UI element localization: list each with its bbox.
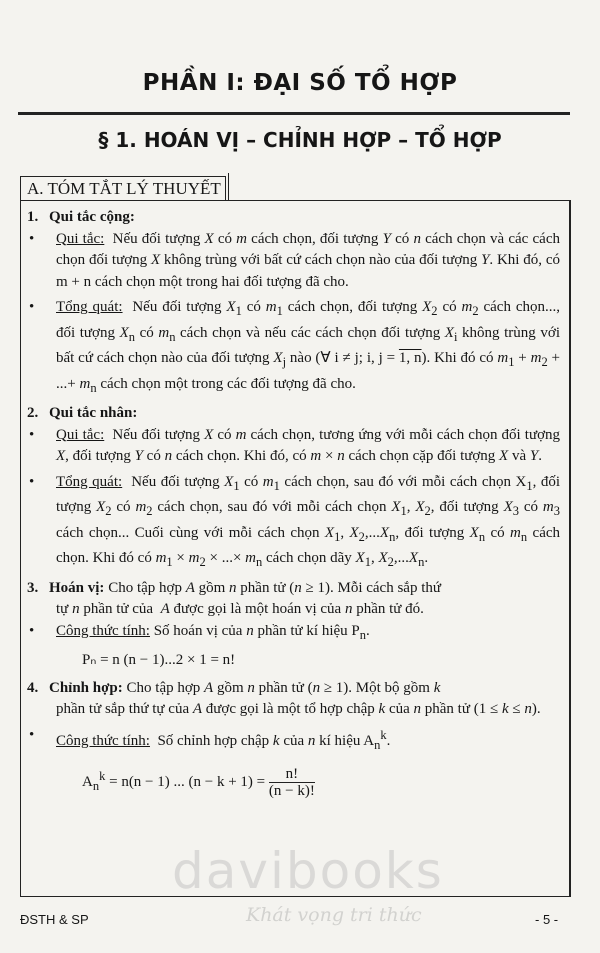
item-heading-perm: 3. Hoán vị: Cho tập hợp A gồm n phần tử (n ≥ 1). Mỗi cách sắp thứ bbox=[27, 579, 441, 596]
watermark-slogan: Khát vọng tri thức bbox=[246, 904, 422, 926]
perm-definition: tự n phần tử của A được gọi là một hoán vị của n phần tử đó. bbox=[56, 601, 424, 617]
arr-definition: phần tử sắp thứ tự của A được gọi là một tổ hợp chập k của n phần tử (1 ≤ k ≤ n). bbox=[56, 701, 541, 717]
section-title: § 1. HOÁN VỊ – CHỈNH HỢP – TỔ HỢP bbox=[98, 128, 502, 152]
item-heading-add: 1. Qui tắc cộng: bbox=[27, 209, 135, 225]
arr-formula-label: • Công thức tính: Số chỉnh hợp chập k của n kí hiệu $A_n^k$. bbox=[29, 726, 391, 752]
arr-formula: $A_n^k = n(n - 1)$ ... (n − k + 1) = $\frac{n!}{(n - k)!}$ bbox=[82, 766, 315, 800]
mul-rule: • Qui tắc: Nếu đối tượng X có m cách chọn, tương ứng với mỗi cách chọn đối tượng X, đối tượng Y có n cách chọn. Khi đó, có m × n cách chọn cặp đối tượng X và Y. bbox=[29, 426, 561, 464]
add-rule: • Qui tắc: Nếu đối tượng X có m cách chọn, đối tượng Y có n cách chọn và các cách chọn đối tượng X không trùng với bất cứ cách chọn nào của đối tượng Y. Khi đó, có m + n cách chọn một trong hai đối tượng đã cho. bbox=[29, 230, 560, 290]
title-rule bbox=[18, 112, 570, 115]
item-heading-arr: 4. Chỉnh hợp: Cho tập hợp A gồm n phần tử (n ≥ 1). Một bộ gồm k bbox=[27, 679, 441, 696]
theory-content bbox=[22, 207, 560, 805]
footer-source: ĐSTH & SP bbox=[20, 912, 89, 927]
perm-formula-label: • Công thức tính: Số hoán vị của n phần tử kí hiệu $P_n$. bbox=[29, 622, 370, 642]
part-title: PHẦN I: ĐẠI SỐ TỔ HỢP bbox=[142, 70, 458, 96]
item-heading-mul: 2. Qui tắc nhân: bbox=[27, 405, 138, 421]
arr-fraction: $\frac{n!}{(n - k)!}$ bbox=[268, 766, 315, 800]
page-number: - 5 - bbox=[535, 912, 559, 927]
summary-heading: A. TÓM TẮT LÝ THUYẾT bbox=[20, 176, 226, 201]
add-general: • Tổng quát: Nếu đối tượng $X_1$ có $m_1$ cách chọn, đối tượng $X_2$ có $m_2$ cách chọn..., đối tượng $X_n$ có $m_n$ cách chọn và nếu các cách chọn đối tượng $X_i$ không trùng với bất cứ cách chọn nào của đối tượng $X_j$ nào (∀ i ≠ j; i, j = 1, n). Khi đó có $m_1 + m_2$ + ...+ $m_n$ cách chọn một trong các đối tượng đã cho. bbox=[29, 299, 561, 395]
perm-formula: Pₙ = n (n − 1)...2 × 1 = n! bbox=[82, 652, 236, 668]
watermark-brand: davibooks bbox=[172, 842, 444, 900]
mul-general: • Tổng quát: Nếu đối tượng $X_1$ có $m_1$ cách chọn, sau đó với mỗi cách chọn $X_1$, đối tượng $X_2$ có $m_2$ cách chọn, sau đó với mỗi cách chọn $X_1$, $X_2$, đối tượng $X_3$ có $m_3$ cách chọn... Cuối cùng với mỗi cách chọn $X_1$, $X_2,...X_n$, đối tượng $X_n$ có $m_n$ cách chọn. Khi đó có $m_1 \times m_2$ × ...× $m_n$ cách chọn dãy $X_1$, $X_2,...X_n$. bbox=[29, 473, 561, 569]
